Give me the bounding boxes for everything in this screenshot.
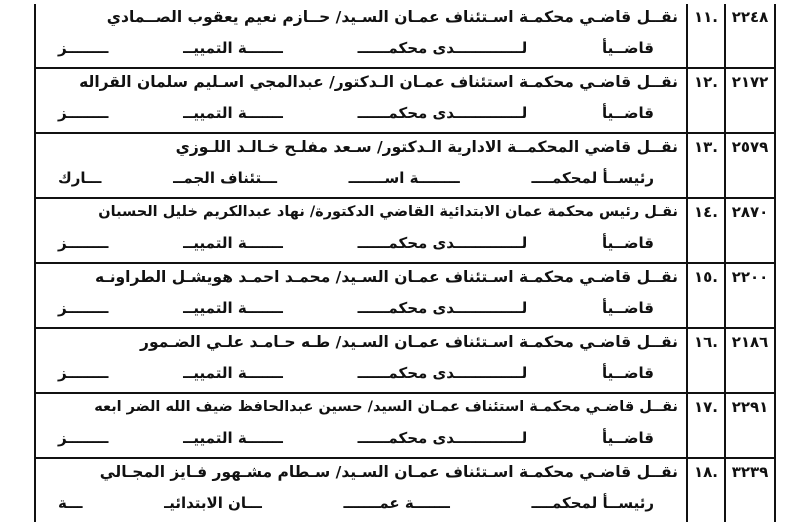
position-segment: ـــــــة التمييــ bbox=[183, 234, 283, 252]
position-segment: ـــان الابتدائيـ bbox=[164, 494, 262, 512]
transfer-table bbox=[34, 4, 776, 522]
decision-line: نقــل قاضـي محكمـة اسـتئناف عمـان السـيد/ طـه حـامـد علـي الضـمور bbox=[140, 333, 678, 351]
item-number: .١٦ bbox=[693, 333, 718, 351]
position-segment: ـــــــة التمييــ bbox=[183, 299, 283, 317]
decision-line: نقـل رئيس محكمة عمان الابتدائية القاضي الدكتورة/ نهاد عبدالكريم خليل الحسبان bbox=[98, 204, 678, 220]
position-segment: قاضــيأ bbox=[602, 364, 654, 382]
decision-text-cell bbox=[36, 459, 688, 522]
item-number: .١٢ bbox=[693, 73, 718, 91]
position-segment: لـــــــــــــدى محكمــــــ bbox=[357, 104, 528, 122]
position-line bbox=[42, 428, 678, 450]
position-segment: ـــــــة التمييــ bbox=[183, 39, 283, 57]
decision-text-cell bbox=[36, 4, 688, 67]
code-cell: ٢٨٧٠ bbox=[724, 199, 774, 262]
decision-line: نقــل قاضـي محكمـة اسـتئناف عمـان السـيد/ حــازم نعيم يعقوب الصــمادي bbox=[106, 8, 678, 26]
table-row bbox=[36, 199, 774, 264]
table-row bbox=[36, 4, 774, 69]
table-row bbox=[36, 69, 774, 134]
position-line bbox=[42, 363, 678, 385]
code-cell: ٢٢٩١ bbox=[724, 394, 774, 457]
position-segment: لـــــــــــــدى محكمــــــ bbox=[357, 299, 528, 317]
code-cell: ٢٥٧٩ bbox=[724, 134, 774, 197]
item-number: .١٧ bbox=[693, 398, 718, 416]
decision-line: نقــل قاضـي محكمـة اسـتئناف عمـان السـيد/ محمـد احمـد هويشـل الطراونـه bbox=[95, 268, 678, 286]
position-segment: لـــــــــــــدى محكمــــــ bbox=[357, 364, 528, 382]
code-cell: ٢٢٤٨ bbox=[724, 4, 774, 67]
decision-text-cell bbox=[36, 199, 688, 262]
code-cell: ٣٢٣٩ bbox=[724, 459, 774, 522]
position-line bbox=[42, 493, 678, 515]
position-line bbox=[42, 168, 678, 190]
position-segment: ــــــــز bbox=[58, 104, 109, 122]
position-line bbox=[42, 298, 678, 320]
position-segment: لـــــــــــــدى محكمــــــ bbox=[357, 39, 528, 57]
position-line bbox=[42, 233, 678, 255]
decision-line: نقــل قاضـي محكمـة استئناف عمـان الـدكتور/ عبدالمجي اسـليم سلمان القراله bbox=[79, 73, 678, 91]
table-row bbox=[36, 264, 774, 329]
decision-line: نقــل قاضـي محكمـة اسـتئناف عمـان السـيد/ سـطام مشـهور فـايز المجـالي bbox=[99, 463, 678, 481]
position-segment: ـــــــة التمييــ bbox=[183, 364, 283, 382]
position-segment: ــــــــة اســـــــ bbox=[348, 169, 460, 187]
code-cell: ٢١٨٦ bbox=[724, 329, 774, 392]
position-segment: قاضــيأ bbox=[602, 39, 654, 57]
item-number: .١٨ bbox=[693, 463, 718, 481]
item-number: .١٥ bbox=[693, 268, 718, 286]
position-line bbox=[42, 103, 678, 125]
position-segment: قاضــيأ bbox=[602, 299, 654, 317]
position-segment: ـــــــة التمييــ bbox=[183, 104, 283, 122]
position-segment: لـــــــــــــدى محكمــــــ bbox=[357, 429, 528, 447]
item-number: .١١ bbox=[693, 8, 718, 26]
code-cell: ٢٢٠٠ bbox=[724, 264, 774, 327]
position-segment: ـــتئناف الجمــ bbox=[173, 169, 277, 187]
decision-text-cell bbox=[36, 394, 688, 457]
item-number: .١٣ bbox=[693, 138, 718, 156]
decision-text-cell bbox=[36, 134, 688, 197]
position-segment: رئيســأ لمحكمــــ bbox=[531, 169, 654, 187]
position-segment: ـــــــة عمـــــــ bbox=[343, 494, 450, 512]
position-segment: ــــــــز bbox=[58, 39, 109, 57]
position-segment: رئيســأ لمحكمــــ bbox=[531, 494, 654, 512]
position-segment: قاضــيأ bbox=[602, 234, 654, 252]
table-row bbox=[36, 134, 774, 199]
position-segment: ـــــــة التمييــ bbox=[183, 429, 283, 447]
position-line bbox=[42, 38, 678, 60]
position-segment: لـــــــــــــدى محكمــــــ bbox=[357, 234, 528, 252]
position-segment: ـــارك bbox=[58, 169, 102, 187]
decision-text-cell bbox=[36, 329, 688, 392]
position-segment: ـــة bbox=[58, 494, 83, 512]
table-row bbox=[36, 329, 774, 394]
position-segment: ــــــــز bbox=[58, 364, 109, 382]
decision-text-cell bbox=[36, 264, 688, 327]
position-segment: قاضــيأ bbox=[602, 104, 654, 122]
position-segment: قاضــيأ bbox=[602, 429, 654, 447]
position-segment: ــــــــز bbox=[58, 299, 109, 317]
decision-line: نقــل قاضي المحكمــة الادارية الـدكتور/ سـعد مفلـح خـالـد اللـوزي bbox=[175, 138, 678, 156]
item-number: .١٤ bbox=[693, 203, 718, 221]
table-row bbox=[36, 459, 774, 522]
table-row bbox=[36, 394, 774, 459]
code-cell: ٢١٧٢ bbox=[724, 69, 774, 132]
position-segment: ــــــــز bbox=[58, 234, 109, 252]
decision-text-cell bbox=[36, 69, 688, 132]
decision-line: نقــل قاضـي محكمـة استئناف عمـان السيد/ حسين عبدالحافظ ضيف الله الضر ابعه bbox=[94, 399, 678, 415]
position-segment: ــــــــز bbox=[58, 429, 109, 447]
